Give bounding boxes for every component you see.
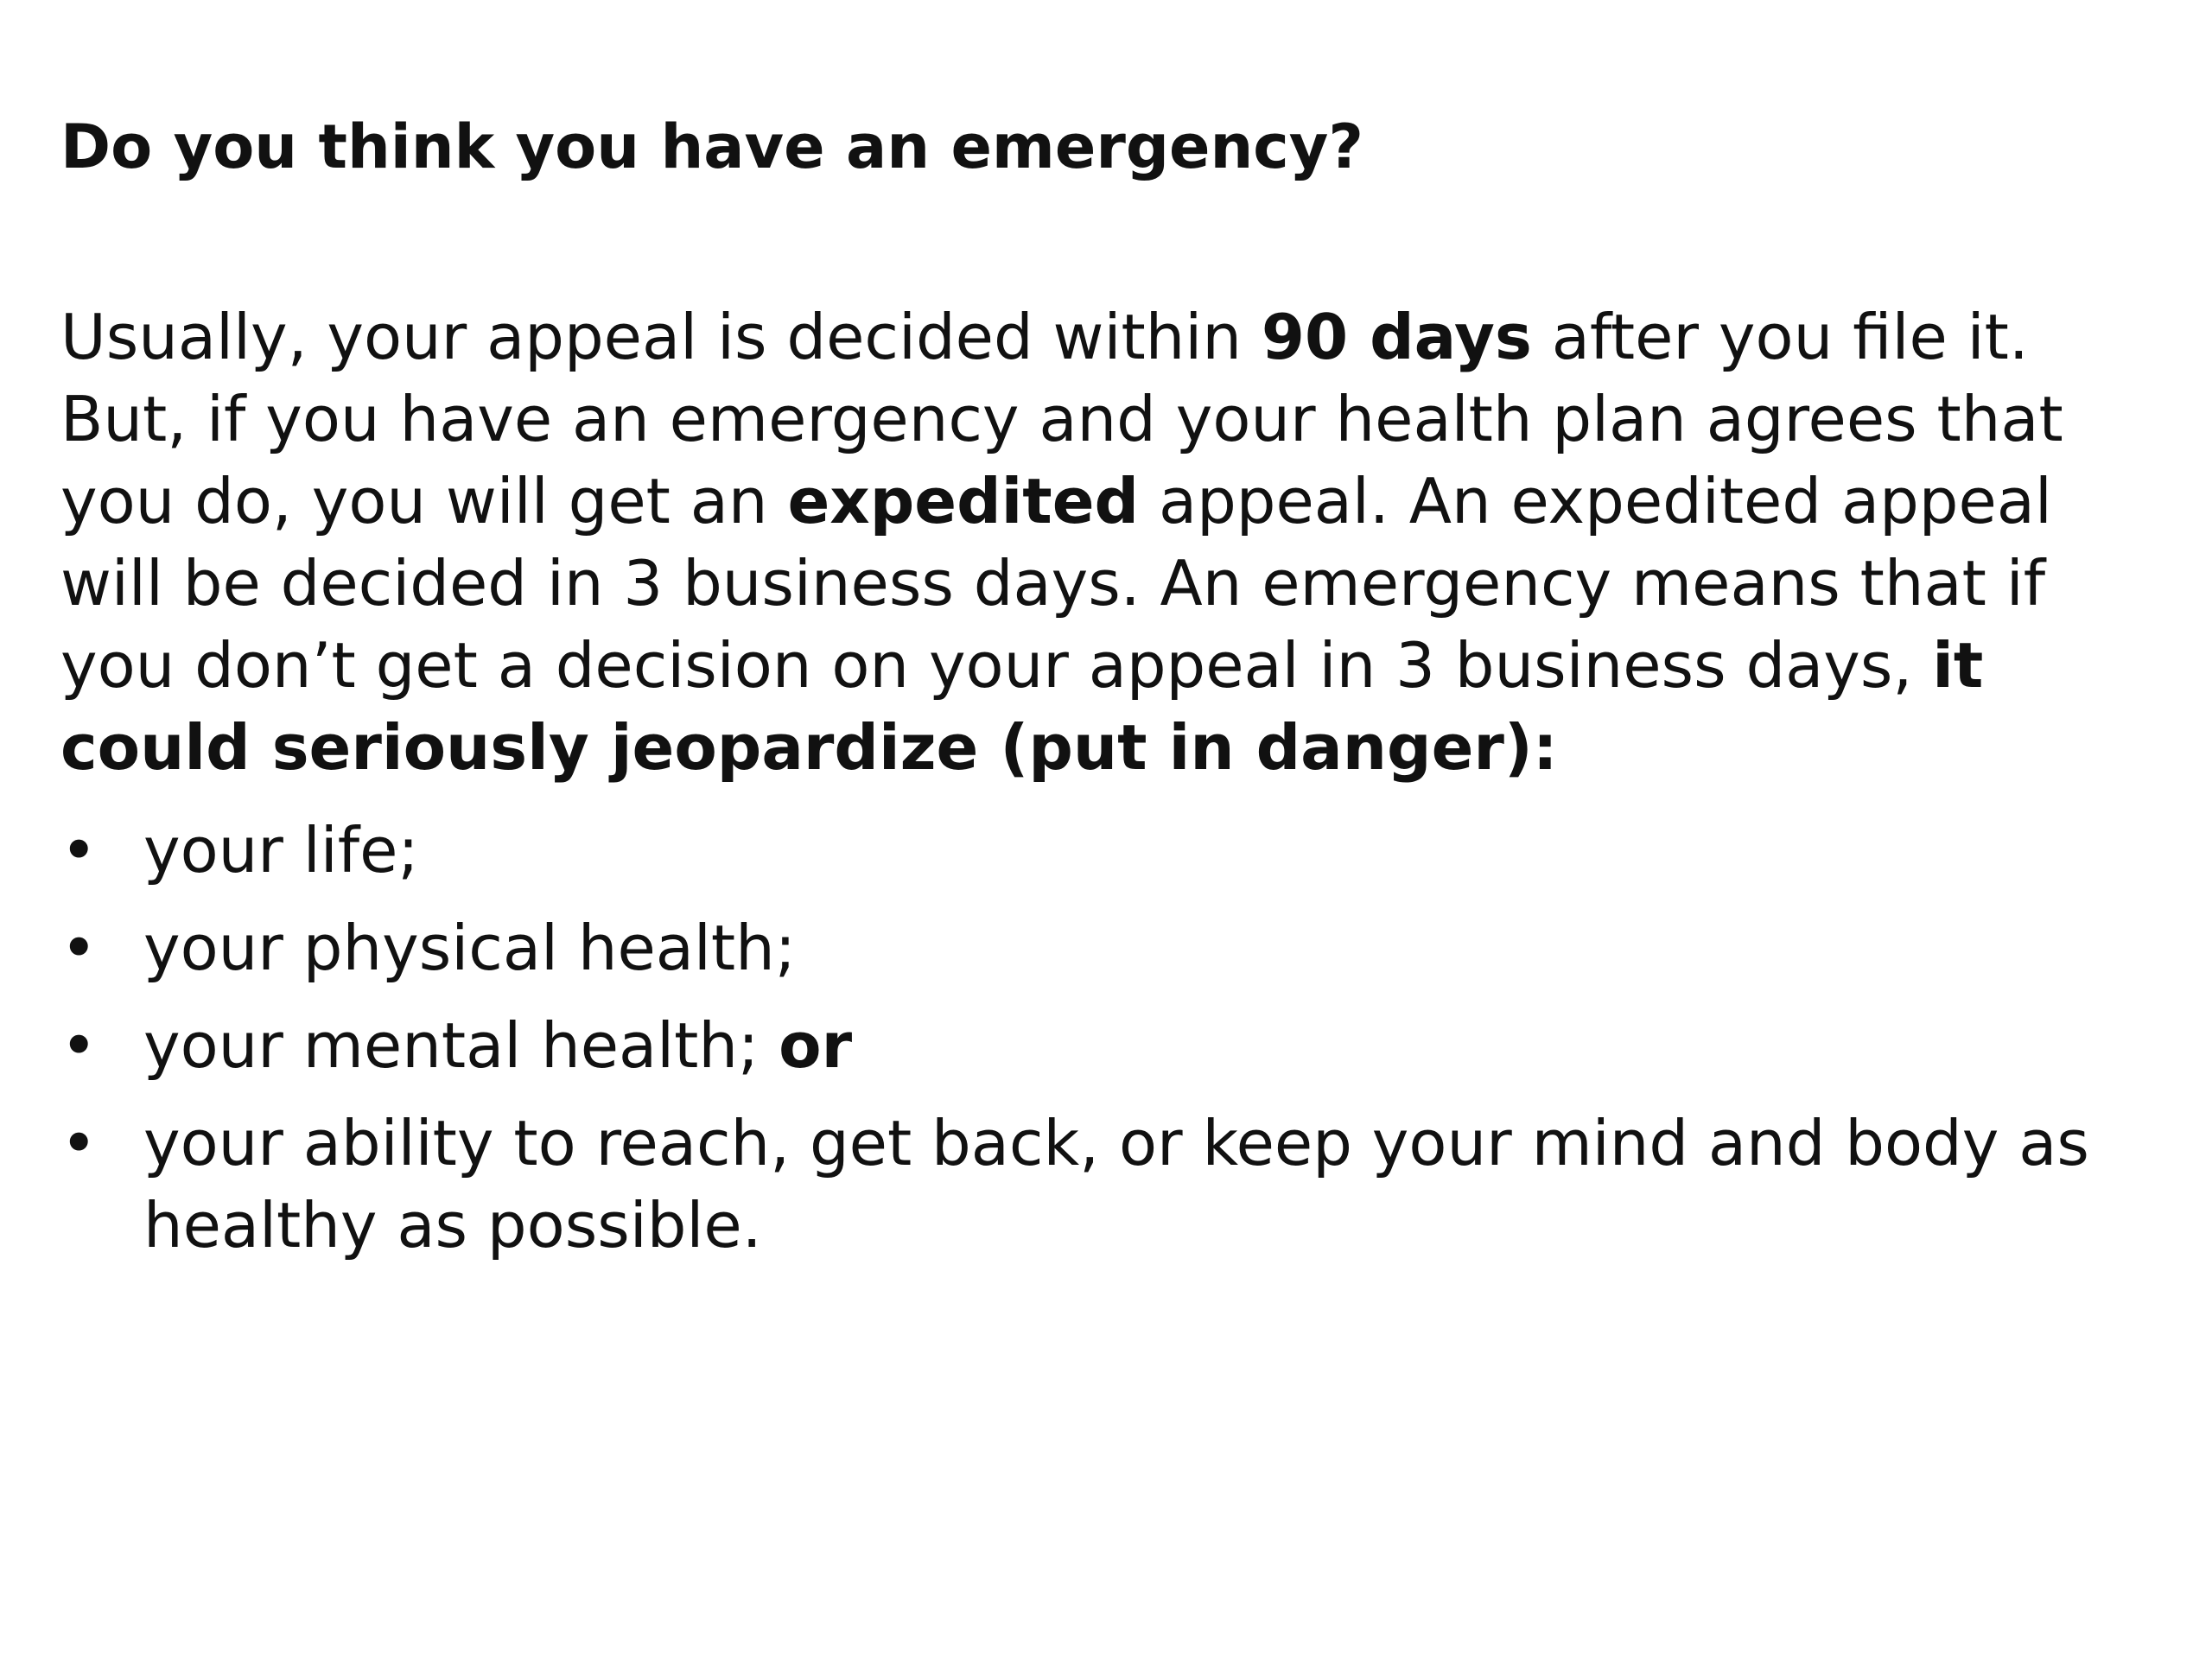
paragraph-line-6: could seriously jeopardize (put in danger): — [60, 711, 1558, 784]
list-item — [60, 907, 2152, 989]
list-item — [60, 1103, 2152, 1267]
emphasis-expedited: expedited — [787, 465, 1140, 537]
list-item-text: your ability to reach, get back, or keep your mind and body as — [143, 1107, 2089, 1179]
bullet-icon: • — [60, 912, 98, 984]
paragraph-line-5 — [60, 625, 2152, 707]
list-item-text: healthy as possible. — [143, 1189, 762, 1262]
list-item-text: your physical health; — [143, 912, 797, 984]
bullet-icon: • — [60, 1009, 98, 1082]
paragraph-line-1 — [60, 296, 2152, 378]
list-item-text: your life; — [143, 814, 419, 887]
list-item-text: your mental health; — [143, 1009, 779, 1082]
paragraph-line-4: will be decided in 3 business days. An emergency means that if — [60, 547, 2046, 620]
paragraph-line-3 — [60, 461, 2152, 543]
bullet-icon: • — [60, 814, 98, 887]
emphasis-it: it — [1932, 629, 1984, 702]
paragraph-line-2: But, if you have an emergency and your health plan agrees that — [60, 383, 2063, 455]
paragraph-text: after you file it. — [1531, 301, 2029, 373]
paragraph-text: you do, you will get an — [60, 465, 788, 537]
list-item — [60, 1005, 2152, 1087]
bullet-icon: • — [60, 1107, 98, 1179]
explanation-paragraph — [60, 296, 2152, 789]
paragraph-text: you don’t get a decision on your appeal in 3 business days, — [60, 629, 1933, 702]
jeopardy-list — [60, 810, 2152, 1282]
list-item — [60, 810, 2152, 892]
paragraph-text: appeal. An expedited appeal — [1139, 465, 2052, 537]
heading: Do you think you have an emergency? — [60, 111, 1364, 182]
emphasis-or: or — [779, 1009, 853, 1082]
paragraph-text: Usually, your appeal is decided within — [60, 301, 1262, 373]
emphasis-90-days: 90 days — [1261, 301, 1532, 373]
